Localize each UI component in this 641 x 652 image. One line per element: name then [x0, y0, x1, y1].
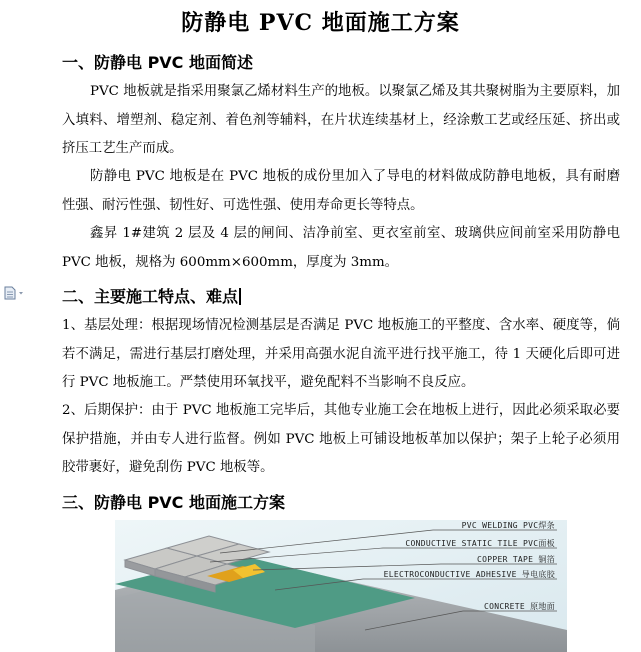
label-copper-tape: COPPER TAPE 铜箔 — [477, 555, 555, 564]
section-heading-1: 一、防静电 PVC 地面简述 — [62, 53, 253, 72]
label-pvc-welding: PVC WELDING PVC焊条 — [461, 521, 555, 530]
paragraph-antistatic-features: 防静电 PVC 地板是在 PVC 地板的成份里加入了导电的材料做成防静电地板，具有耐磨性强、耐污性强、韧性好、可选性强、使用寿命更长等特点。 — [62, 169, 620, 213]
label-conductive-tile: CONDUCTIVE STATIC TILE PVC面板 — [405, 539, 555, 548]
paragraph-base-treatment: 1、基层处理：根据现场情况检测基层是否满足 PVC 地板施工的平整度、含水率、硬度等，倘若不满足，需进行基层打磨处理，并采用高强水泥自流平进行找平施工，待 1 天硬化后即可进行 PVC 地板施工。严禁使用环氧找平，避免配料不当影响不良反应。 — [62, 318, 620, 390]
page-title: 防静电 PVC 地面施工方案 — [181, 10, 460, 36]
label-conductive-adhesive: ELECTROCONDUCTIVE ADHESIVE 导电底胶 — [383, 570, 555, 579]
paragraph-pvc-definition: PVC 地板就是指采用聚氯乙烯材料生产的地板。以聚氯乙烯及其共聚树脂为主要原料，加入填料、增塑剂、稳定剂、着色剂等辅料，在片状连续基材上，经涂敷工艺或经压延、挤出或挤压工艺生产而成。 — [62, 84, 620, 156]
floor-layer-diagram — [115, 520, 567, 652]
text-cursor — [239, 288, 241, 305]
paragraph-later-protection: 2、后期保护：由于 PVC 地板施工完毕后，其他专业施工会在地板上进行，因此必须采取必要保护措施，并由专人进行监督。例如 PVC 地板上可铺设地板革加以保护；架子上轮子必须用胶带裹好，避免刮伤 PVC 地板等。 — [62, 403, 620, 475]
label-concrete: CONCRETE 原地面 — [484, 602, 555, 611]
document-icon[interactable] — [4, 285, 30, 299]
dropdown-arrow-icon — [19, 292, 23, 295]
section-heading-3: 三、防静电 PVC 地面施工方案 — [62, 493, 285, 512]
section-heading-2: 二、主要施工特点、难点 — [62, 284, 241, 307]
paragraph-project-scope: 鑫昇 1#建筑 2 层及 4 层的闸间、洁净前室、更衣室前室、玻璃供应间前室采用防静电 PVC 地板，规格为 600mm×600mm，厚度为 3mm。 — [62, 226, 620, 270]
